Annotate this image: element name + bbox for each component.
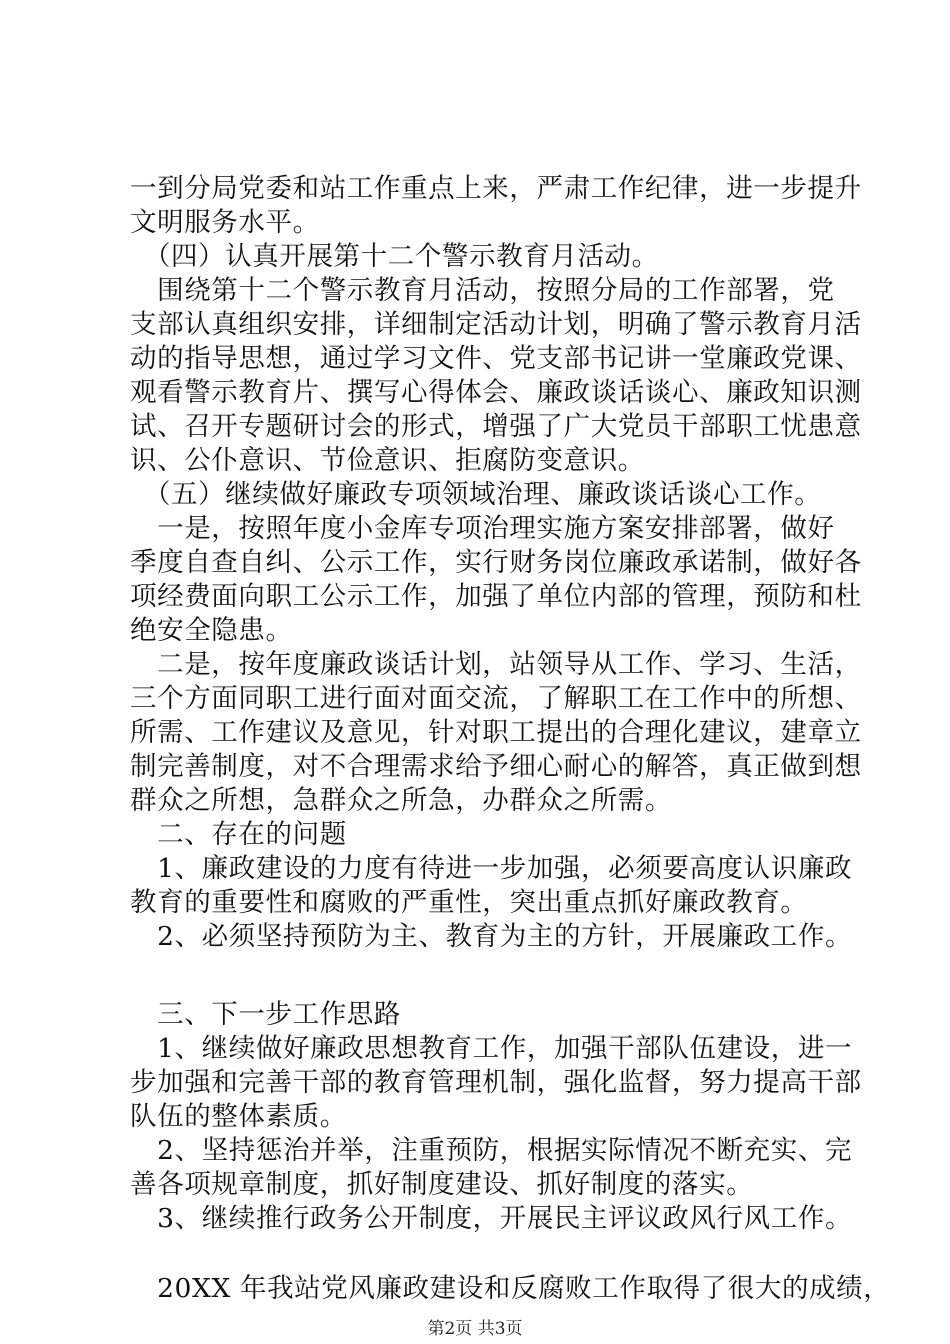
text-line: 步加强和完善干部的教育管理机制，强化监督，努力提高干部 (130, 1067, 862, 1098)
text-line: 善各项规章制度，抓好制度建设、抓好制度的落实。 (130, 1169, 754, 1200)
text-line: 文明服务水平。 (130, 207, 320, 238)
text-line: 一到分局党委和站工作重点上来，严肃工作纪律，进一步提升 (130, 173, 862, 204)
section-heading: （五）继续做好廉政专项领域治理、廉政谈话谈心工作。 (130, 479, 822, 510)
text-line: 1、继续做好廉政思想教育工作，加强干部队伍建设，进一 (130, 1033, 853, 1064)
text-line: 动的指导思想，通过学习文件、党支部书记讲一堂廉政党课、 (130, 343, 862, 374)
text-line: 观看警示教育片、撰写心得体会、廉政谈话谈心、廉政知识测 (130, 377, 862, 408)
text-line: 3、继续推行政务公开制度，开展民主评议政风行风工作。 (130, 1203, 853, 1234)
text-line: 试、召开专题研讨会的形式，增强了广大党员干部职工忧患意 (130, 411, 862, 442)
text-line: 队伍的整体素质。 (130, 1101, 347, 1132)
text-line: 围绕第十二个警示教育月活动，按照分局的工作部署，党 (130, 275, 835, 306)
text-line: 绝安全隐患。 (130, 615, 293, 646)
text-line: 识、公仆意识、节俭意识、拒腐防变意识。 (130, 445, 645, 476)
page-number-footer: 第2页 共3页 (427, 1319, 523, 1339)
text-line: 2、必须坚持预防为主、教育为主的方针，开展廉政工作。 (130, 921, 853, 952)
text-line: 教育的重要性和腐败的严重性，突出重点抓好廉政教育。 (130, 887, 808, 918)
text-line: 三个方面同职工进行面对面交流，了解职工在工作中的所想、 (130, 683, 862, 714)
text-line: 所需、工作建议及意见，针对职工提出的合理化建议，建章立 (130, 717, 862, 748)
section-heading: 三、下一步工作思路 (130, 999, 401, 1030)
text-line: 2、坚持惩治并举，注重预防，根据实际情况不断充实、完 (130, 1135, 853, 1166)
text-line: 20XX 年我站党风廉政建设和反腐败工作取得了很大的成绩， (130, 1273, 891, 1304)
section-heading: 二、存在的问题 (130, 819, 347, 850)
text-line: 制完善制度，对不合理需求给予细心耐心的解答，真正做到想 (130, 751, 862, 782)
text-line: 一是，按照年度小金库专项治理实施方案安排部署，做好 (130, 513, 835, 544)
text-line: 支部认真组织安排，详细制定活动计划，明确了警示教育月活 (130, 309, 862, 340)
text-line: 季度自查自纠、公示工作，实行财务岗位廉政承诺制，做好各 (130, 547, 862, 578)
text-line: 项经费面向职工公示工作，加强了单位内部的管理，预防和杜 (130, 581, 862, 612)
text-line: 群众之所想，急群众之所急，办群众之所需。 (130, 785, 672, 816)
text-line: 二是，按年度廉政谈话计划，站领导从工作、学习、生活， (130, 649, 862, 680)
text-line: 1、廉政建设的力度有待进一步加强，必须要高度认识廉政 (130, 853, 853, 884)
section-heading: （四）认真开展第十二个警示教育月活动。 (130, 241, 659, 272)
